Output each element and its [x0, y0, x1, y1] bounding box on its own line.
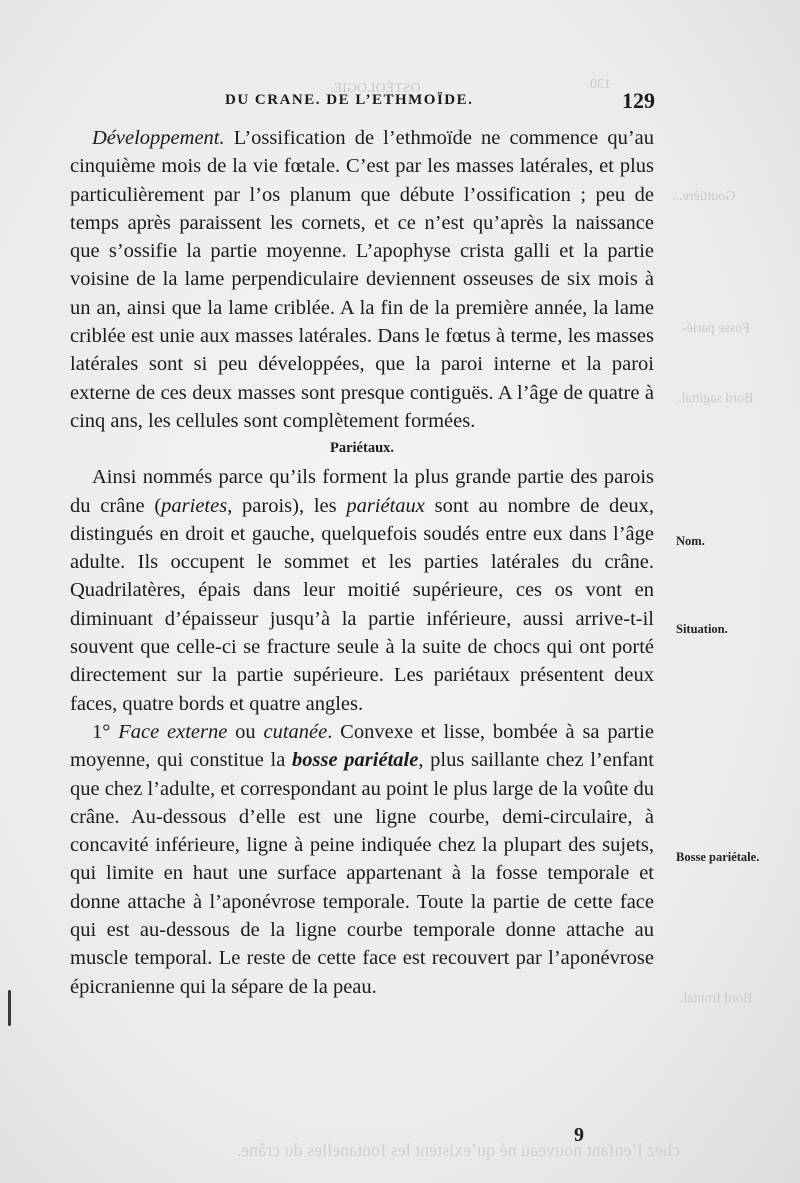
paragraph-lead: Face externe	[118, 720, 228, 743]
paragraph-text: . Convexe et lisse, bombée à sa partie moyenne, qui constitue la	[70, 720, 655, 772]
bleed-through-title: OSTÉOLOGIE.	[330, 81, 421, 96]
page-number: 129	[622, 88, 655, 113]
body-text	[70, 124, 654, 1001]
paragraph-lead: Développement.	[92, 127, 225, 149]
item-number: 1°	[92, 720, 119, 743]
margin-ink-mark	[8, 990, 11, 1026]
paragraph-parietaux	[70, 463, 654, 718]
bleed-through-note: Bord sagittal.	[678, 391, 754, 406]
section-heading: Pariétaux.	[329, 440, 395, 457]
term-bosse-parietale: bosse pariétale	[292, 749, 419, 772]
paragraph-text: , parois), les	[227, 494, 347, 517]
bleed-through-header: 130	[590, 77, 611, 92]
bleed-through-bottom: chez l’enfant nouveau né qu’existent les fontanelles du crâne.	[236, 1140, 680, 1160]
bleed-through-note: Gouttière...	[672, 189, 736, 204]
paragraph-developpement	[70, 124, 654, 435]
paragraph-text: Ainsi nommés parce qu’ils forment la plus grande partie des parois du crâne (	[70, 466, 654, 517]
paragraph-text: L’ossification de l’ethmoïde ne commence qu’au cinquième mois de la vie fœtale. C’est par les masses latérales, et plus particulièrement par l’os planum que débute l’ossification ; peu de temps après paraissent les cornets, et ce n’est qu’après la naissance que s’ossifie la partie moyenne. L’apophyse crista galli et la partie voisine de la lame perpendiculaire deviennent osseuses de six mois à un an, ainsi que la lame criblée. A la fin de la première année, la lame criblée est unie aux masses latérales. Dans le fœtus à terme, les masses latérales sont si peu développées, que la paroi interne et la paroi externe de ces deux masses sont presque contiguës. A l’âge de quatre à cinq ans, les cellules sont complètement formées.	[70, 127, 654, 432]
margin-note-situation: Situation.	[676, 622, 728, 636]
paragraph-text: sont au nombre de deux, distingués en droit et gauche, quelquefois soudés entre eux dans l’âge adulte. Ils occupent le sommet et les parties latérales du crâne. Quadrilatères, épais dans leur moitié supérieure, ces os vont en diminuant d’épaisseur jusqu’à la partie inférieure, aussi arrive-t-il souvent que celle-ci se fracture seule à la suite de chocs qui ont porté directement sur la partie supérieure. Les pariétaux présentent deux faces, quatre bords et quatre angles.	[70, 494, 654, 715]
term-pariétaux: pariétaux	[346, 494, 425, 517]
bleed-through-note: Fosse parié-	[682, 321, 751, 336]
running-title: DU CRANE. DE L’ETHMOÏDE.	[225, 92, 474, 108]
bleed-through-note: Bord frontal.	[680, 991, 753, 1006]
margin-note-bosse: Bosse pariétale.	[676, 850, 760, 864]
paragraph-face-externe	[70, 718, 654, 1001]
paragraph-lead: cutanée	[263, 720, 328, 743]
paragraph-text: ou	[227, 720, 264, 743]
folio-signature: 9	[574, 1124, 584, 1146]
paragraph-text: , plus saillante chez l’enfant que chez l’adulte, et correspondant au point le plus large de la voûte du crâne. Au-dessous d’elle est une ligne courbe, demi-circulaire, à concavité inférieure, ligne à peine indiquée chez la plupart des sujets, qui limite en haut une surface appartenant à la fosse temporale et donne attache à l’aponévrose temporale. Toute la partie de cette face qui est au-dessous de la ligne courbe temporale donne attache au muscle temporal. Le reste de cette face est recouvert par l’aponévrose épicranienne qui la sépare de la peau.	[70, 749, 654, 998]
latin-term: parietes	[161, 494, 228, 517]
margin-note-nom: Nom.	[676, 534, 705, 548]
